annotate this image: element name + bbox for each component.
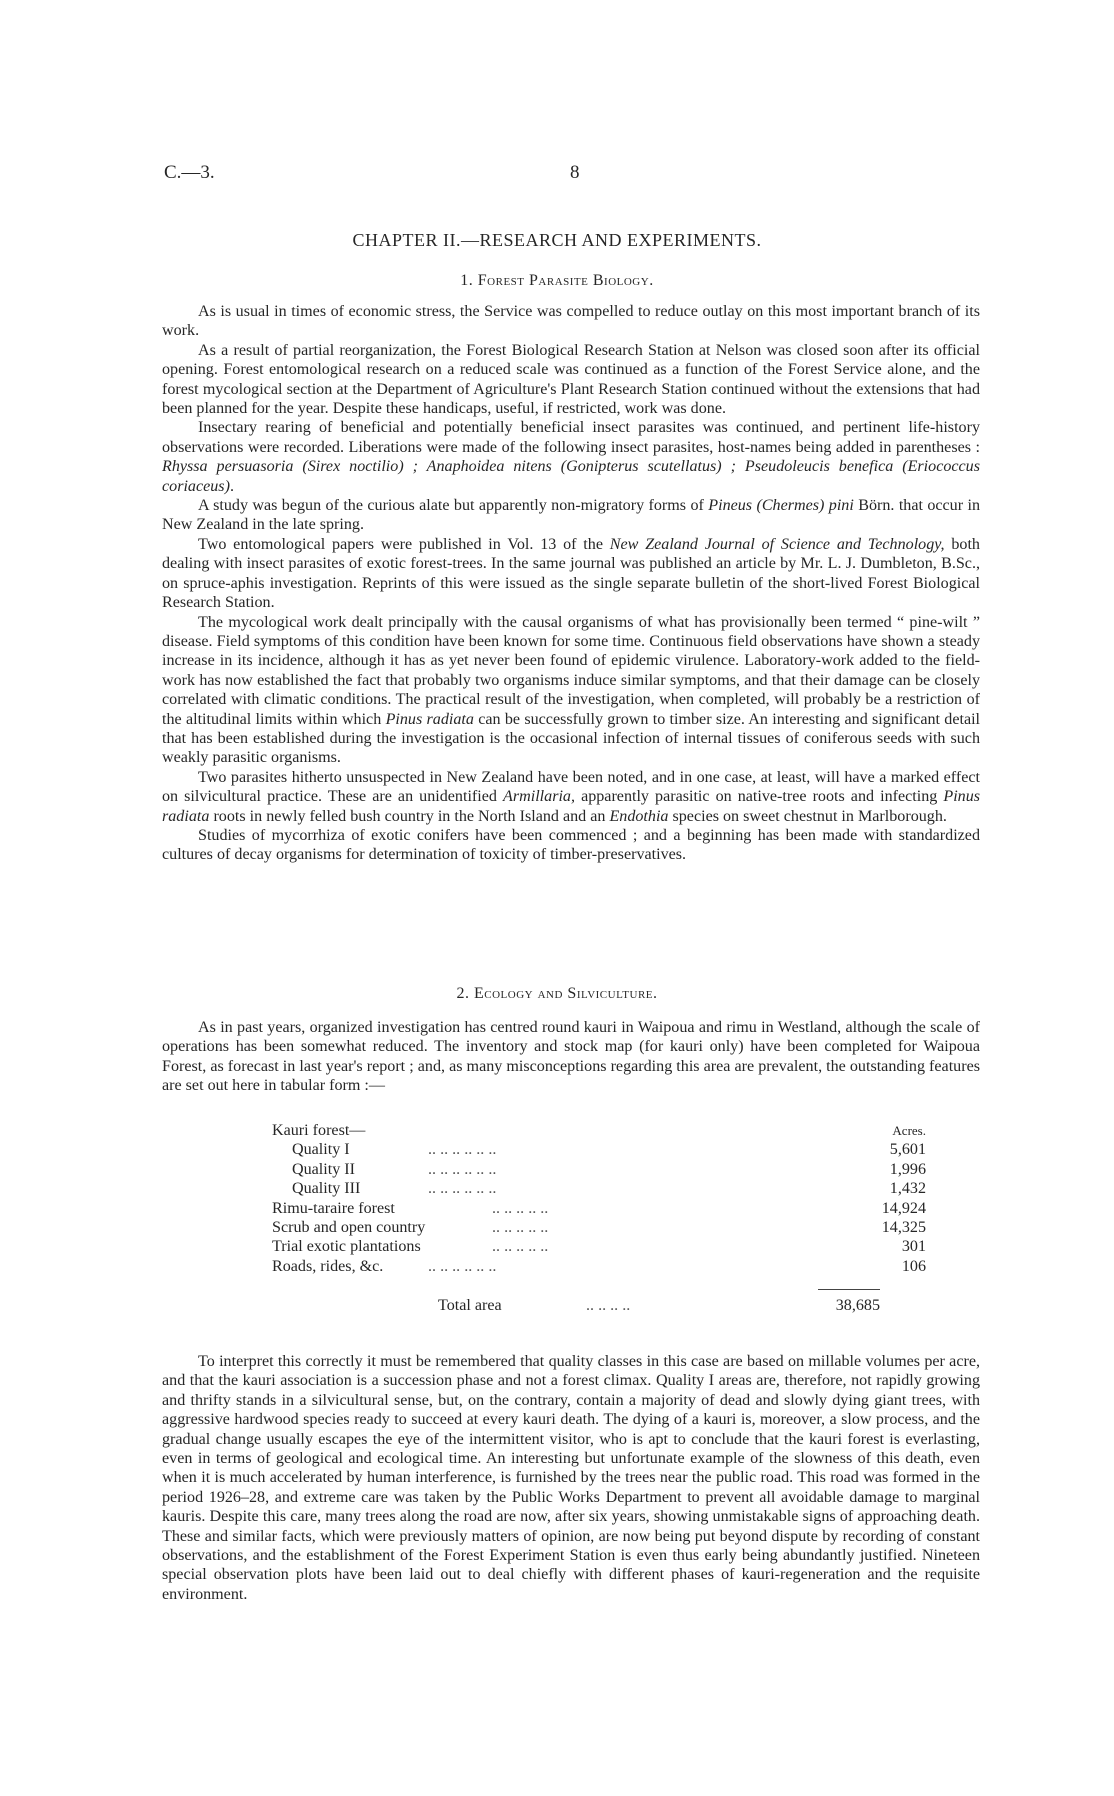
paragraph: As in past years, organized investigation has centred round kauri in Waipoua and rimu in Westland, although the scale of operations has been somewhat reduced. The inventory and stock map (for kauri only) have been completed for Waipoua Forest, as forecast in last year's report ; and, as many misconceptions regarding this area are prevalent, the outstanding features are set out here in tabular form :— <box>162 1019 980 1095</box>
species-name: Pinus radiata <box>162 788 981 825</box>
section-body-ecology-discussion <box>162 1352 980 1604</box>
paragraph: As is usual in times of economic stress, the Service was compelled to reduce outlay on this most important branch of its work. <box>162 303 980 340</box>
table-row: Scrub and open country .. .. .. .. .. 14,325 <box>272 1219 926 1237</box>
paragraph: Two entomological papers were published in Vol. 13 of the New Zealand Journal of Science and Technology, both dealing with insect parasites of exotic forest-trees. In the same journal was published an article by Mr. L. J. Dumbleton, B.Sc., on spruce-aphis investigation. Reprints of this were issued as the single separate bulletin of the short-lived Forest Biological Research Station. <box>162 535 980 612</box>
total-dots: .. .. .. .. <box>586 1297 631 1314</box>
chapter-title: CHAPTER II.—RESEARCH AND EXPERIMENTS. <box>352 230 762 250</box>
species-names: Rhyssa persuasoria (Sirex noctilio) ; Anaphoidea nitens (Gonipterus scutellatus) ; Pseudoleucis benefica (Eriococcus coriaceus) <box>162 458 980 495</box>
page-header <box>160 162 954 192</box>
table-row: Quality III .. .. .. .. .. .. 1,432 <box>292 1180 926 1198</box>
paragraph: A study was begun of the curious alate but apparently non-migratory forms of Pineus (Chermes) pini Börn. that occur in New Zealand in the late spring. <box>162 497 980 534</box>
species-name: Armillaria, <box>503 788 575 806</box>
table-row: Quality II .. .. .. .. .. .. 1,996 <box>292 1160 926 1178</box>
species-name: Pinus radiata <box>385 710 474 728</box>
area-table <box>272 1121 926 1276</box>
species-name: Pineus (Chermes) pini <box>708 497 854 515</box>
total-rule <box>818 1289 880 1290</box>
paragraph: As a result of partial reorganization, the Forest Biological Research Station at Nelson was closed soon after its official opening. Forest entomological research on a reduced scale was continued as a function of the Forest Service alone, and the forest mycological section at the Department of Agriculture's Plant Research Station continued without the extensions that had been planned for the year. Despite these handicaps, useful, if restricted, work was done. <box>162 341 980 418</box>
table-row: Rimu-taraire forest .. .. .. .. .. 14,924 <box>272 1199 926 1217</box>
species-name: Endothia <box>609 807 669 825</box>
total-value: 38,685 <box>835 1297 880 1314</box>
table-header-row <box>272 1121 926 1140</box>
table-row: Quality I .. .. .. .. .. .. 5,601 <box>292 1141 926 1159</box>
paragraph: To interpret this correctly it must be remembered that quality classes in this case are based on millable volumes per acre, and that the kauri association is a succession phase and not a forest climax. Quality I areas are, therefore, not rapidly growing and thrifty stands in a silvicultural sense, but, on the contrary, contain a majority of dead and slowly dying giant trees, with aggressive hardwood species ready to succeed at every kauri death. The dying of a kauri is, moreover, a slow process, and the gradual change usually escapes the eye of the intermittent visitor, who is apt to conclude that the kauri forest is everlasting, even in terms of geological and ecological time. An interesting but unfortunate example of the slowness of this death, even when it is much accelerated by human interference, is furnished by the trees near the public road. This road was formed in the period 1926–28, and extreme care was taken by the Public Works Department to prevent all avoidable damage to marginal kauris. Despite this care, many trees along the road are now, after six years, showing unmistakable signs of approaching death. These and similar facts, which were previously matters of opinion, are now being put beyond dispute by recording of constant observations, and the establishment of the Forest Experiment Station is even thus early being abundantly justified. Nineteen special observation plots have been laid out to deal chiefly with different phases of kauri-regeneration and the requisite environment. <box>162 1353 980 1603</box>
section-heading-parasite-biology: 1. Forest Parasite Biology. <box>460 272 654 289</box>
document-reference: C.—3. <box>164 162 215 183</box>
table-group-label: Kauri forest— <box>272 1122 366 1139</box>
section-body-ecology-intro <box>162 1018 980 1096</box>
total-label: Total area <box>438 1297 502 1314</box>
section-heading-ecology: 2. Ecology and Silviculture. <box>456 985 658 1002</box>
table-row: Roads, rides, &c. .. .. .. .. .. .. 106 <box>272 1257 926 1275</box>
table-row: Trial exotic plantations .. .. .. .. .. 301 <box>272 1238 926 1256</box>
paragraph: Studies of mycorrhiza of exotic conifers have been commenced ; and a beginning has been made with standardized cultures of decay organisms for determination of toxicity of timber-preservatives. <box>162 826 980 864</box>
paragraph: The mycological work dealt principally with the causal organisms of what has provisionally been termed “ pine-wilt ” disease. Field symptoms of this condition have been known for some time. Continuous field observations have shown a steady increase in its incidence, although it has as yet never been found of epidemic virulence. Laboratory-work added to the field-work has now established the fact that probably two organisms induce similar symptoms, and that their damage can be closely correlated with climatic conditions. The practical result of the investigation, when completed, will probably be a restriction of the altitudinal limits within which Pinus radiata can be successfully grown to timber size. An interesting and significant detail that has been established during the investigation is the occasional infection of internal tissues of coniferous seeds with such weakly parasitic organisms. <box>162 613 981 767</box>
section-body-parasite-biology <box>162 302 980 865</box>
page-number: 8 <box>570 162 580 183</box>
paragraph: Two parasites hitherto unsuspected in New Zealand have been noted, and in one case, at least, will have a marked effect on silvicultural practice. These are an unidentified Armillaria, apparently parasitic on native-tree roots and infecting Pinus radiata roots in newly felled bush country in the North Island and an Endothia species on sweet chestnut in Marlborough. <box>162 768 981 825</box>
paragraph: Insectary rearing of beneficial and potentially beneficial insect parasites was continued, and pertinent life-history observations were recorded. Liberations were made of the following insect parasites, host-names being added in parentheses : Rhyssa persuasoria (Sirex noctilio) ; Anaphoidea nitens (Gonipterus scutellatus) ; Pseudoleucis benefica (Eriococcus coriaceus). <box>162 419 980 495</box>
table-unit-label: Acres. <box>892 1123 926 1138</box>
journal-title: New Zealand Journal of Science and Technology, <box>609 535 945 553</box>
